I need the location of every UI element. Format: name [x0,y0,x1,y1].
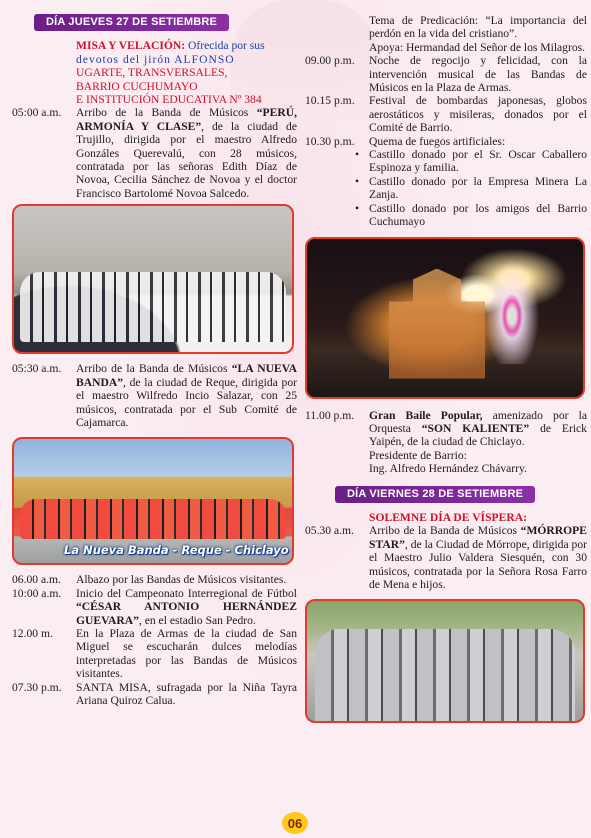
entry-description: Festival de bombardas japonesas, globos aerostáticos y misileras, donados por el Comité de Barrio. [369,94,587,135]
entry-description: Quema de fuegos artificiales: [369,134,506,148]
entry-time: 05:00 a.m. [12,106,62,120]
predicacion-text: Tema de Predicación: “La importancia del perdón en la vida del cristiano”. [369,14,587,41]
band-photo-nueva-banda [12,437,294,565]
schedule-entry [305,409,587,449]
church-fireworks-photo [305,237,585,399]
entry-description: Arribo de la Banda de Músicos “PERÚ, ARMONÍA Y CLASE”, de la ciudad de Trujillo, dirigida por el maestro Alfredo Gonzáles Querevalú, con 28 músicos, contratada por las señoras Edith Díaz de Novoa, Cecilia Sánchez de Novoa y el doctor Francisco Bartolomé Novoa Salcedo. [76,106,297,200]
entry-description: Gran Baile Popular, amenizado por la Orquesta “SON KALIENTE” de Erick Yaipén, de la ciudad de Chiclayo. [369,408,587,449]
presidente-label: Presidente de Barrio: [369,448,467,462]
schedule-entry [305,54,587,94]
entry-time: 07.30 p.m. [12,680,62,694]
entry-description: Arribo de la Banda de Músicos “MÓRROPE STAR”, de la Ciudad de Mórrope, dirigida por el Maestro Julio Valdera Siesquén, con 30 músicos, contratada por la Señora Rosa Farro de Mena e hijos. [369,524,587,591]
entry-time: 12.00 m. [12,626,53,640]
schedule-entry [305,524,587,591]
misa-title: MISA Y VELACIÓN: [76,39,186,53]
misa-line4: BARRIO CUCHUMAYO [76,79,198,93]
apoya-text: Apoya: Hermandad del Señor de los Milagros. [369,40,586,54]
entry-description: Noche de regocijo y felicidad, con la intervención musical de las Bandas de Músicos en la Plaza de Armas. [369,54,587,95]
schedule-entry [12,573,297,586]
misa-line3: UGARTE, TRANSVERSALES, [76,66,228,80]
entry-time: 05:30 a.m. [12,362,62,376]
band-photo-peru-armonia [12,204,294,354]
vispera-title: SOLEMNE DÍA DE VÍSPERA: [369,510,527,524]
entry-time: 06.00 a.m. [12,573,61,587]
schedule-entry [12,362,297,429]
misa-line5: E INSTITUCIÓN EDUCATIVA Nº 384 [76,93,262,107]
right-column [305,14,587,723]
list-item: • Castillo donado por el Sr. Oscar Caballero Espinoza y familia. [354,148,587,175]
entry-time: 10.30 p.m. [305,134,355,148]
page-number: 06 [282,812,308,834]
entry-time: 10.15 p.m. [305,94,355,108]
entry-time: 10:00 a.m. [12,586,62,600]
entry-time: 05.30 a.m. [305,524,354,538]
entry-time: 11.00 p.m. [305,408,355,422]
photo-caption: La Nueva Banda - Reque - Chiclayo [64,542,289,557]
entry-description: En la Plaza de Armas de la ciudad de San Miguel se escucharán dulces melodías interpretadas por las Bandas de Músicos visitantes. [76,626,297,681]
misa-block [12,39,297,106]
schedule-entry [12,106,297,200]
left-column [12,14,297,707]
list-item: • Castillo donado por la Empresa Minera La Zanja. [354,174,587,202]
misa-line1: Ofrecida por sus [185,39,265,53]
presidente-name: Ing. Alfredo Hernández Chávarry. [369,462,527,476]
band-photo-morrope-star [305,599,585,723]
day-banner-thursday: DÍA JUEVES 27 DE SETIEMBRE [34,14,229,31]
schedule-entry [12,587,297,627]
list-item: • Castillo donado por los amigos del Barrio Cuchumayo [354,201,587,229]
schedule-entry [305,135,587,148]
entry-description: SANTA MISA, sufragada por la Niña Tayra Ariana Quiroz Calua. [76,680,297,707]
schedule-entry [305,94,587,134]
schedule-entry [12,627,297,681]
fireworks-list [305,148,587,228]
entry-description: Albazo por las Bandas de Músicos visitantes. [76,573,287,587]
schedule-entry [12,681,297,708]
entry-description: Arribo de la Banda de Músicos “LA NUEVA BANDA”, de la ciudad de Reque, dirigida por el maestro Wilfredo Incio Salazar, con 25 músicos, contratada por el Sub Comité de Cajamarca. [76,362,298,429]
entry-time: 09.00 p.m. [305,54,355,68]
day-banner-friday: DÍA VIERNES 28 DE SETIEMBRE [335,486,535,503]
misa-line2: devotos del jirón ALFONSO [76,52,235,66]
entry-description: Inicio del Campeonato Interregional de Fútbol “CÉSAR ANTONIO HERNÁNDEZ GUEVARA”, en el estadio San Pedro. [76,586,297,627]
